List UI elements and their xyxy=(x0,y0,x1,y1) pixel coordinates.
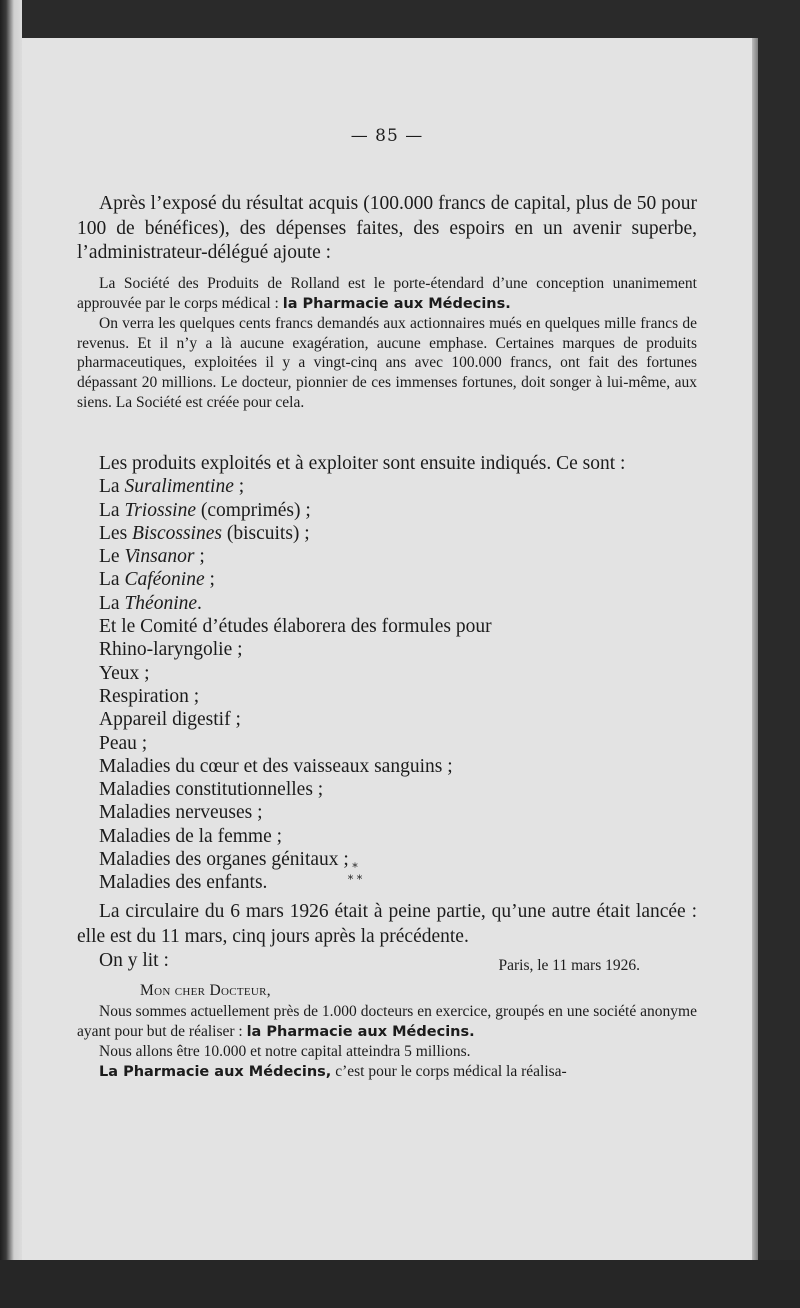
product-name: Caféonine xyxy=(124,569,205,591)
product-prefix: La xyxy=(99,569,125,591)
product-prefix: Le xyxy=(99,546,125,568)
letter-body xyxy=(77,1002,697,1082)
letter-dateline: Paris, le 11 mars 1926. xyxy=(498,957,640,974)
products-section xyxy=(77,452,697,895)
formula-list xyxy=(77,638,697,894)
product-item xyxy=(77,592,697,615)
product-item xyxy=(77,568,697,591)
formula-item: Maladies des enfants. xyxy=(99,872,268,894)
page-binding-edge xyxy=(0,0,22,1308)
committee-intro: Et le Comité d’études élaborera des formules pour xyxy=(99,616,492,638)
quoted-block xyxy=(77,274,697,412)
product-prefix: Les xyxy=(99,522,133,544)
letter3-text: c’est pour le corps médical la réalisa- xyxy=(331,1062,567,1080)
book-page xyxy=(22,38,752,1260)
scan-background-bottom xyxy=(0,1260,800,1308)
product-suffix: ; xyxy=(233,476,245,498)
product-name: Suralimentine xyxy=(124,476,234,498)
formula-item: Respiration ; xyxy=(99,685,200,707)
product-suffix: (biscuits) ; xyxy=(221,522,310,544)
product-prefix: La xyxy=(99,499,125,521)
letter-salutation: Mon cher Docteur, xyxy=(140,982,271,999)
formula-item: Maladies constitutionnelles ; xyxy=(99,779,324,801)
page-number: — 85 — xyxy=(350,126,424,146)
formula-item: Peau ; xyxy=(99,732,148,754)
product-item xyxy=(77,499,697,522)
circular-paragraph: La circulaire du 6 mars 1926 était à peine partie, qu’une autre était lancée : elle est du 11 mars, cinq jours après la précédente. xyxy=(77,901,697,947)
product-item xyxy=(77,545,697,568)
on-y-lit: On y lit : xyxy=(99,950,169,971)
product-prefix: La xyxy=(99,592,125,614)
separator-asterisks: * * * xyxy=(347,861,363,886)
product-name: Théonine xyxy=(124,592,198,614)
product-suffix: ; xyxy=(194,546,205,568)
product-name: Biscossines xyxy=(132,522,222,544)
formula-item: Maladies du cœur et des vaisseaux sanguins ; xyxy=(99,755,453,777)
product-list xyxy=(77,475,697,615)
formula-item: Maladies de la femme ; xyxy=(99,825,283,847)
product-item xyxy=(77,475,697,498)
formula-item: Yeux ; xyxy=(99,662,150,684)
letter-paragraph-2: Nous allons être 10.000 et notre capital atteindra 5 millions. xyxy=(99,1043,471,1061)
product-item xyxy=(77,522,697,545)
quote1-text: La Société des Produits de Rolland est le porte-étendard d’une conception unanimement approuvée par le corps médical : xyxy=(77,275,697,312)
product-name: Vinsanor xyxy=(124,546,195,568)
product-suffix: . xyxy=(197,592,202,614)
formula-item: Maladies des organes génitaux ; xyxy=(99,849,349,871)
formula-item: Maladies nerveuses ; xyxy=(99,802,263,824)
quote1-bold: la Pharmacie aux Médecins. xyxy=(282,295,511,312)
intro-text: Après l’exposé du résultat acquis (100.000 francs de capital, plus de 50 pour 100 de bénéfices), des dépenses faites, des espoirs en un avenir superbe, l’administrateur-délégué ajoute : xyxy=(77,193,697,263)
formula-item: Appareil digestif ; xyxy=(99,709,241,731)
letter1-bold: la Pharmacie aux Médecins. xyxy=(246,1023,475,1040)
letter-paragraph-3 xyxy=(77,1062,697,1083)
quote-paragraph-2: On verra les quelques cents francs demandés aux actionnaires mués en quelques mille francs de revenus. Et il n’y a là aucune exagération, aucune emphase. Certaines marques de produits pharmaceutiques, exploitées il y a vingt-cinq ans avec 100.000 francs, ont fait des fortunes dépassant 20 millions. Le docteur, pionnier de ces immenses fortunes, doit songer à lui-même, aux siens. La Société est créée pour cela. xyxy=(77,315,697,411)
letter3-bold: La Pharmacie aux Médecins, xyxy=(99,1063,332,1080)
formula-item: Rhino-laryngolie ; xyxy=(99,639,243,661)
product-name: Triossine xyxy=(124,499,196,521)
letter-paragraph-1 xyxy=(77,1002,697,1042)
intro-paragraph xyxy=(77,192,697,266)
product-prefix: La xyxy=(99,476,125,498)
products-intro: Les produits exploités et à exploiter sont ensuite indiqués. Ce sont : xyxy=(99,453,626,474)
quote-paragraph-1 xyxy=(77,274,697,314)
letter1-text: Nous sommes actuellement près de 1.000 docteurs en exercice, groupés en une société anonyme ayant pour but de réaliser : xyxy=(77,1003,697,1040)
page-right-edge xyxy=(752,38,758,1260)
product-suffix: (comprimés) ; xyxy=(195,499,311,521)
product-suffix: ; xyxy=(204,569,215,591)
